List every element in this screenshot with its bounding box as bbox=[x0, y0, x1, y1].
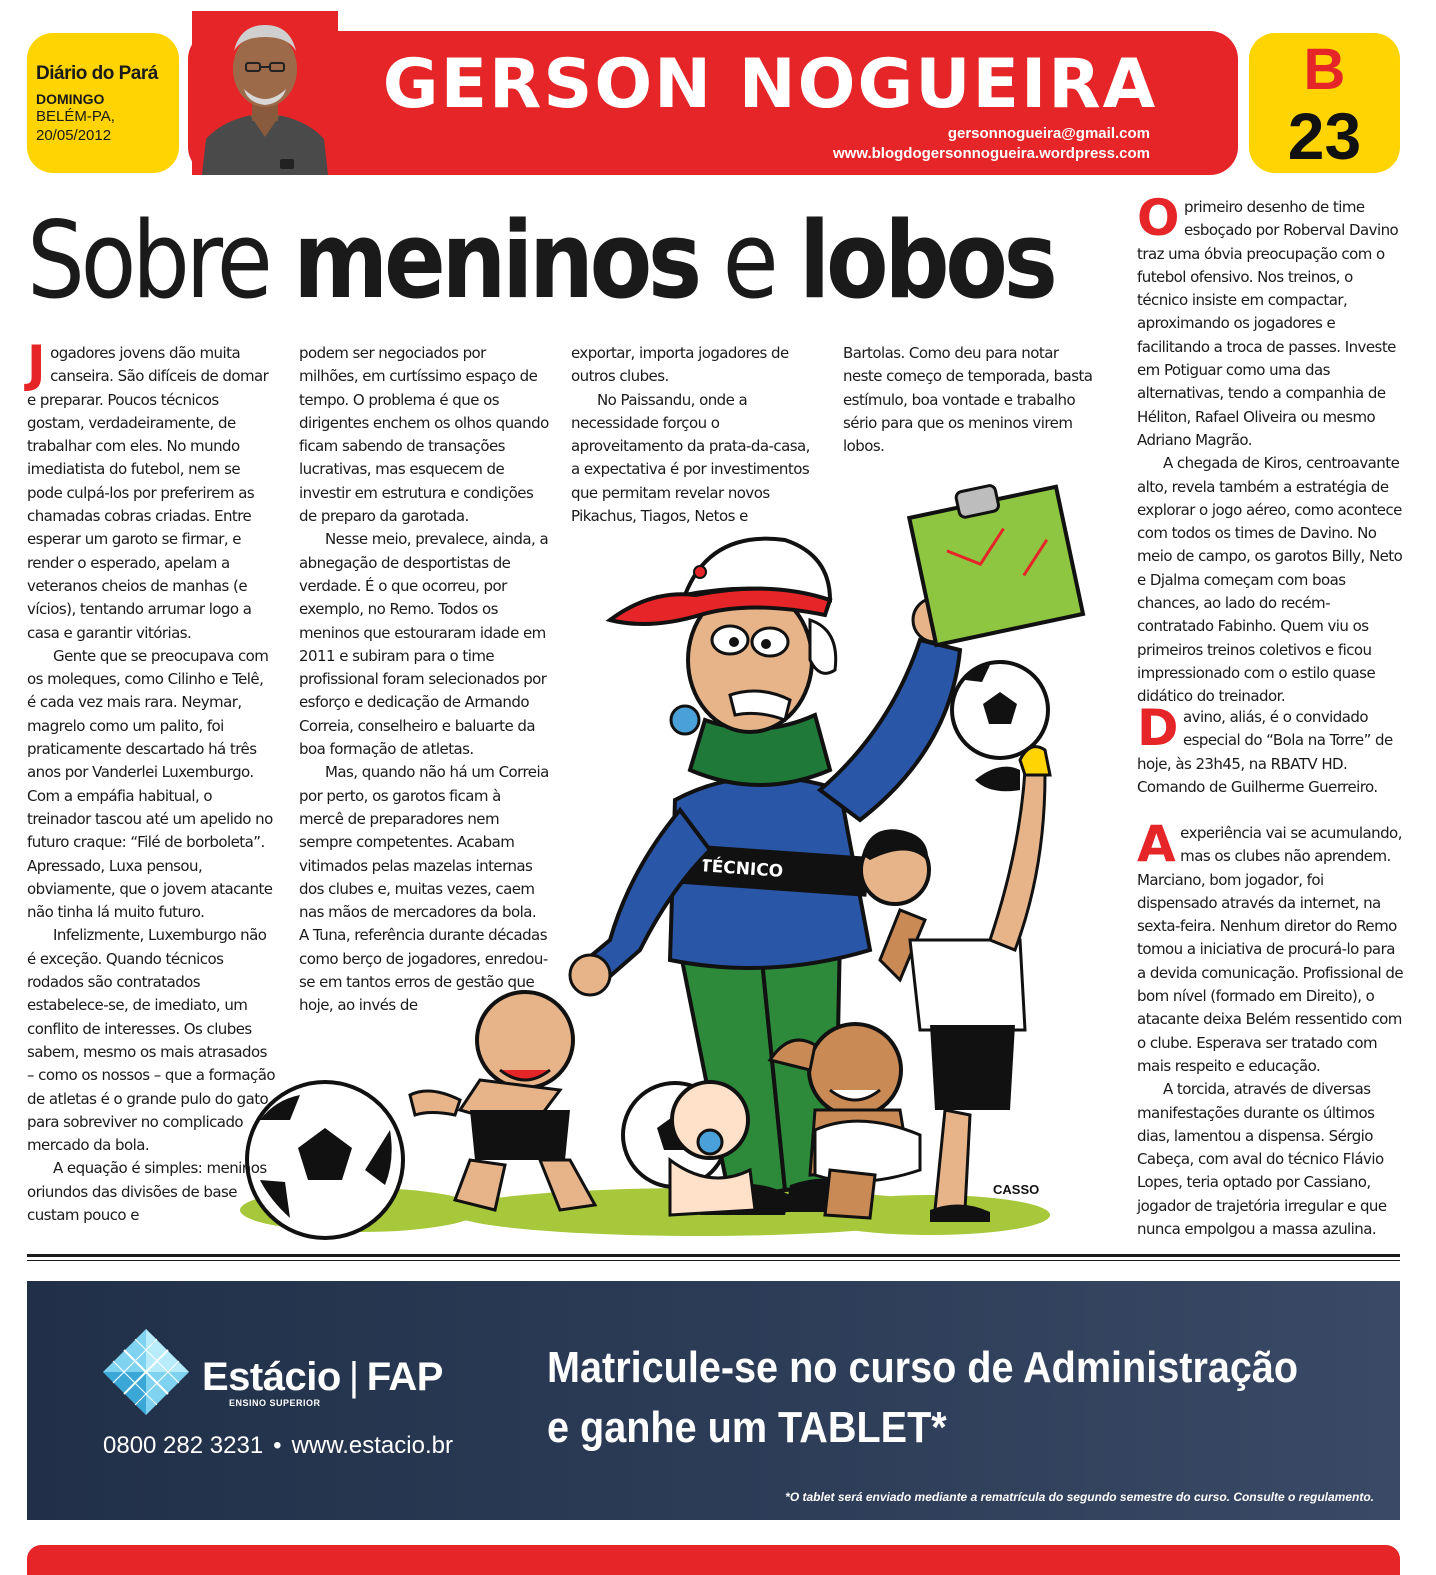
ad-phone-number: 0800 282 3231 bbox=[103, 1432, 264, 1459]
headline-part: Sobre bbox=[27, 199, 294, 322]
column-banner bbox=[188, 31, 1238, 175]
columnist-photo bbox=[192, 11, 338, 175]
drop-cap: D bbox=[1137, 699, 1178, 757]
ad-brand-name: Estácio bbox=[202, 1355, 341, 1399]
paragraph-text: primeiro desenho de time esboçado por Roberval Davino traz uma óbvia preocupação com o futebol ofensivo. Nos treinos, o técnico insiste em compactar, aproximando os jogadores e facilitando a troca de passes. Investe em Potiguar como uma das alternativas, tendo a companhia de Héliton, Rafael Oliveira ou mesmo Adriano Magrão. bbox=[1137, 198, 1399, 449]
note-paragraph bbox=[1137, 699, 1405, 799]
publication-name: Diário do Pará bbox=[36, 63, 158, 84]
paragraph-text: experiência vai se acumulando, mas os clubes não aprendem. Marciano, bom jogador, foi dispensado através da internet, na sexta-feira. Nenhum diretor do Remo tomou a iniciativa de procurá-lo para a devida comunicação. Profissional de bom nível (formado em Direito), o atacante deixa Belém ressentido com o clube. Esperava ser tratado com mais respeito e educação. bbox=[1137, 824, 1404, 1075]
pacifier-icon bbox=[698, 1130, 722, 1154]
sidebar-note bbox=[1137, 815, 1405, 1241]
drop-cap: J bbox=[27, 335, 46, 393]
headline-part: e bbox=[697, 199, 800, 322]
note-paragraph: A chegada de Kiros, centroavante alto, revela também a estratégia de explorar o jogo aéreo, como acontece com todos os times de Davino. No meio de campo, os garotos Billy, Neto e Djalma começam com boas chances, ao lado do recém-contratado Fabinho. Quem viu os primeiros treinos coletivos e ficou impressionado com o estilo quase didático do treinador. bbox=[1137, 454, 1403, 706]
ad-tagline: ENSINO SUPERIOR bbox=[229, 1398, 321, 1408]
whistle-icon bbox=[671, 706, 699, 734]
publication-info bbox=[27, 33, 179, 173]
sidebar-note bbox=[1137, 699, 1405, 799]
drop-cap: A bbox=[1137, 815, 1176, 873]
columnist-email[interactable]: gersonnogueira@gmail.com bbox=[947, 125, 1150, 142]
article-paragraph: No Paissandu, onde a necessidade forçou o aproveitamento da prata-da-casa, a expectativa é por investimentos que permitam revelar novos Pikachus, Tiagos, Netos e bbox=[571, 390, 810, 526]
publication-date: 20/05/2012 bbox=[36, 127, 112, 144]
sidebar-note bbox=[1137, 189, 1405, 709]
paragraph-text: ogadores jovens dão muita canseira. São difíceis de domar e preparar. Poucos técnicos gostam, verdadeiramente, de trabalhar com eles. No mundo imediatista do futebol, nem se pode culpá-los por preferirem as chamadas cobras criadas. Entre esperar um garoto se firmar, e render o esperado, apelam a veteranos cheios de manhas (e vícios), tentando arrumar logo a casa e garantir vitórias. bbox=[27, 344, 269, 642]
ad-headline: Matricule-se no curso de Administração bbox=[547, 1343, 1299, 1392]
article-paragraph: A equação é simples: meninos oriundos das divisões de base custam pouco e bbox=[27, 1159, 267, 1224]
clipboard-icon bbox=[906, 472, 1083, 645]
headline-part: lobos bbox=[799, 199, 1054, 322]
ad-brand bbox=[202, 1355, 443, 1400]
article-column bbox=[27, 335, 275, 1227]
columnist-name: GERSON NOGUEIRA bbox=[382, 45, 1158, 124]
advertisement[interactable] bbox=[27, 1281, 1400, 1520]
note-paragraph: A torcida, através de diversas manifestações durante os últimos dias, lamentou a dispensa. Sérgio Cabeça, com aval do técnico Flávio Lopes, teria optado por Cassiano, jogador de trajetória irregular e que nunca empolgou a massa azulina. bbox=[1137, 1080, 1387, 1239]
ad-brand-separator: | bbox=[348, 1355, 359, 1399]
cartoon-credit: CASSO bbox=[993, 1182, 1040, 1197]
article-column bbox=[843, 342, 1093, 458]
section-divider bbox=[27, 1254, 1400, 1257]
bullet-separator: • bbox=[273, 1432, 282, 1459]
cartoon-shirt-label: TÉCNICO bbox=[699, 856, 784, 882]
paragraph-text: avino, aliás, é o convidado especial do “Bola na Torre” de hoje, às 23h45, na RBATV HD. Comando de Guilherme Guerreiro. bbox=[1137, 708, 1393, 796]
ad-brand-suffix: FAP bbox=[366, 1355, 443, 1399]
estacio-logo-icon bbox=[101, 1327, 191, 1417]
note-paragraph bbox=[1137, 189, 1405, 452]
article-paragraph: Nesse meio, prevalece, ainda, a abnegação de desportistas de verdade. É o que ocorreu, por exemplo, no Remo. Todos os meninos que estouraram idade em 2011 e subiram para o time profissional foram selecionados por esforço e dedicação de Armando Correia, conselheiro e baluarte da boa formação de atletas. bbox=[299, 530, 549, 759]
page-number: 23 bbox=[1287, 99, 1362, 173]
article-column bbox=[571, 342, 821, 528]
ad-disclaimer: *O tablet será enviado mediante a rematrícula do segundo semestre do curso. Consulte o regulamento. bbox=[785, 1490, 1374, 1504]
note-paragraph bbox=[1137, 815, 1405, 1078]
publication-day: DOMINGO bbox=[36, 91, 105, 107]
drop-cap: O bbox=[1137, 189, 1179, 247]
article-paragraph: Mas, quando não há um Correia por perto, os garotos ficam à mercê de preparadores nem sempre competentes. Acabam vitimados pelas mazelas internas dos clubes e, muitas vezes, caem nas mãos de mercadores da bola. A Tuna, referência durante décadas como berço de jogadores, enredou-se em tantos erros de gestão que hoje, ao invés de bbox=[299, 763, 549, 1015]
ad-website[interactable]: www.estacio.br bbox=[291, 1432, 453, 1459]
section-letter: B bbox=[1303, 37, 1346, 102]
article-column bbox=[299, 342, 549, 1018]
columnist-blog[interactable]: www.blogdogersonnogueira.wordpress.com bbox=[833, 145, 1150, 162]
ad-headline: e ganhe um TABLET* bbox=[547, 1403, 947, 1452]
article-paragraph: Gente que se preocupava com os moleques, como Cilinho e Telê, é cada vez mais rara. Neymar, magrelo como um palito, foi praticamente descartado há três anos por Vanderlei Luxemburgo. Com a empáfia habitual, o treinador tascou até um apelido no futuro craque: “Filé de borboleta”. Apressado, Luxa pensou, obviamente, que o jovem atacante não tinha lá muito futuro. bbox=[27, 646, 273, 922]
footer-bar bbox=[27, 1545, 1400, 1575]
article-paragraph: Bartolas. Como deu para notar neste começo de temporada, basta estímulo, boa vontade e trabalho sério para que os meninos virem lobos. bbox=[843, 344, 1093, 456]
page-indicator bbox=[1249, 33, 1400, 173]
article-paragraph: exportar, importa jogadores de outros clubes. bbox=[571, 344, 789, 386]
article-paragraph: Infelizmente, Luxemburgo não é exceção. Quando técnicos rodados são contratados estabelece-se, de imediato, um conflito de interesses. Os clubes sabem, mesmo os mais atrasados – como os nossos – que a formação de atletas é o grande pulo do gato para sobreviver no complicado mercado da bola. bbox=[27, 926, 275, 1155]
headline bbox=[27, 196, 1054, 326]
section-divider bbox=[27, 1260, 1400, 1261]
ad-contact bbox=[103, 1432, 453, 1460]
article-paragraph bbox=[27, 335, 275, 645]
headline-part: meninos bbox=[293, 199, 698, 322]
publication-city: BELÉM-PA, bbox=[36, 108, 115, 125]
article-paragraph: podem ser negociados por milhões, em curtíssimo espaço de tempo. O problema é que os dirigentes enchem os olhos quando ficam sabendo de transações lucrativas, mas esquecem de investir em estrutura e condições de preparo da garotada. bbox=[299, 344, 549, 526]
